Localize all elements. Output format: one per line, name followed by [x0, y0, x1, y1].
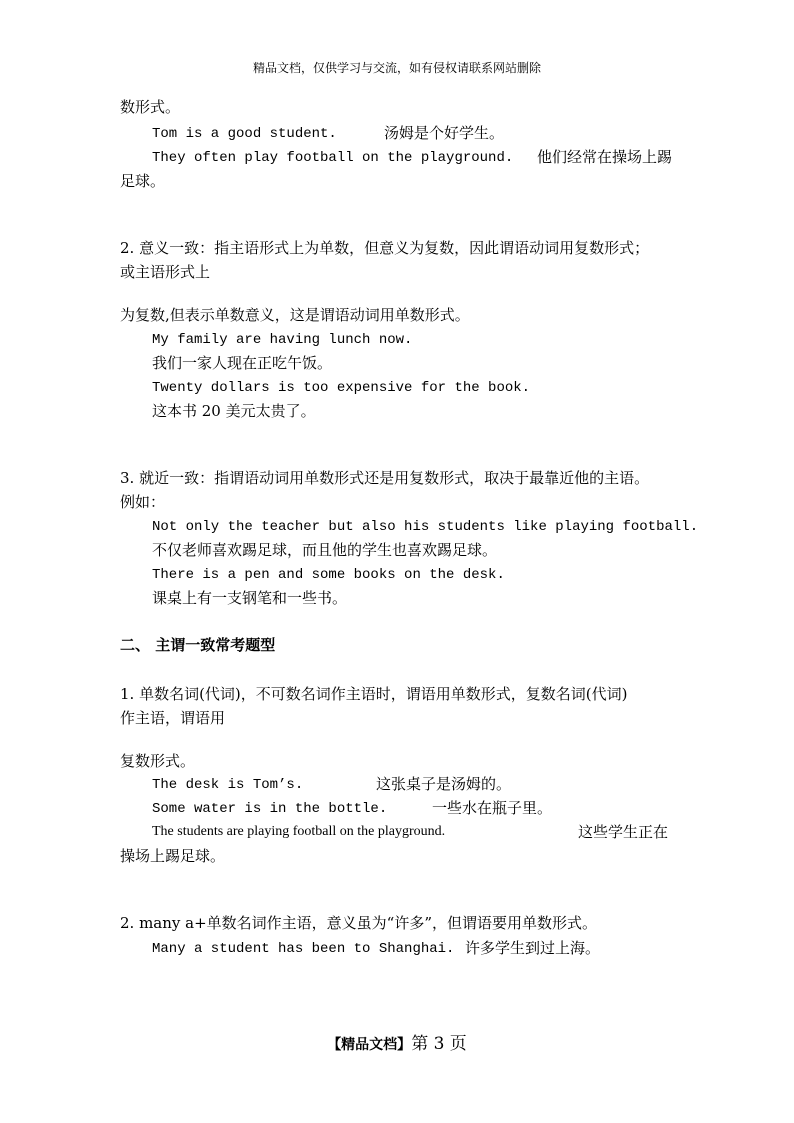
example-english: Some water is in the bottle.: [152, 801, 388, 817]
example-english: The desk is Tom’s.: [152, 777, 304, 793]
example-english: Tom is a good student.: [152, 126, 337, 142]
rule-heading: 作主语，谓语用: [120, 709, 226, 727]
example-chinese: 这张桌子是汤姆的。: [376, 775, 512, 793]
example-chinese: 我们一家人现在正吃午饭。: [152, 354, 333, 372]
rule-heading: 或主语形式上: [120, 263, 211, 281]
example-chinese: 不仅老师喜欢踢足球，而且他的学生也喜欢踢足球。: [152, 541, 498, 559]
rule-heading: 例如：: [120, 493, 166, 511]
example-chinese: 课桌上有一支钢笔和一些书。: [152, 589, 348, 607]
page-number: 第 3 页: [411, 1034, 467, 1054]
rule-heading: 1. 单数名词(代词)，不可数名词作主语时，谓语用单数形式，复数名词(代词): [120, 685, 628, 703]
footer-brand: 【精品文档】: [327, 1037, 412, 1053]
rule-heading: 3. 就近一致：指谓语动词用单数形式还是用复数形式，取决于最靠近他的主语。: [120, 469, 650, 487]
text-line: 复数形式。: [120, 752, 196, 770]
example-chinese: 汤姆是个好学生。: [384, 124, 505, 142]
example-chinese: 这些学生正在: [578, 823, 669, 841]
example-chinese: 一些水在瓶子里。: [432, 799, 553, 817]
text-line: 为复数,但表示单数意义，这是谓语动词用单数形式。: [120, 306, 470, 324]
page-header: 精品文档，仅供学习与交流，如有侵权请联系网站删除: [252, 61, 541, 75]
rule-heading: 2. many a+单数名词作主语，意义虽为“许多”，但谓语要用单数形式。: [120, 914, 597, 932]
example-english: My family are having lunch now.: [152, 332, 413, 348]
example-english: Not only the teacher but also his students like playing football.: [152, 519, 699, 535]
section-heading: 二、 主谓一致常考题型: [120, 636, 276, 654]
example-chinese: 操场上踢足球。: [120, 847, 226, 865]
rule-heading: 2. 意义一致：指主语形式上为单数，但意义为复数，因此谓语动词用复数形式；: [120, 239, 650, 257]
example-chinese: 他们经常在操场上踢: [537, 148, 673, 166]
example-english: There is a pen and some books on the desk.: [152, 567, 505, 583]
text-line: 数形式。: [120, 98, 181, 116]
example-english: The students are playing football on the playground.: [152, 824, 446, 839]
example-english: Many a student has been to Shanghai.: [152, 941, 455, 957]
example-english: Twenty dollars is too expensive for the book.: [152, 380, 531, 396]
example-chinese: 这本书 20 美元太贵了。: [152, 402, 316, 420]
example-english: They often play football on the playground.: [152, 150, 514, 166]
page-footer: [0, 1034, 794, 1055]
text-line: 足球。: [120, 172, 166, 190]
example-chinese: 许多学生到过上海。: [465, 939, 601, 957]
